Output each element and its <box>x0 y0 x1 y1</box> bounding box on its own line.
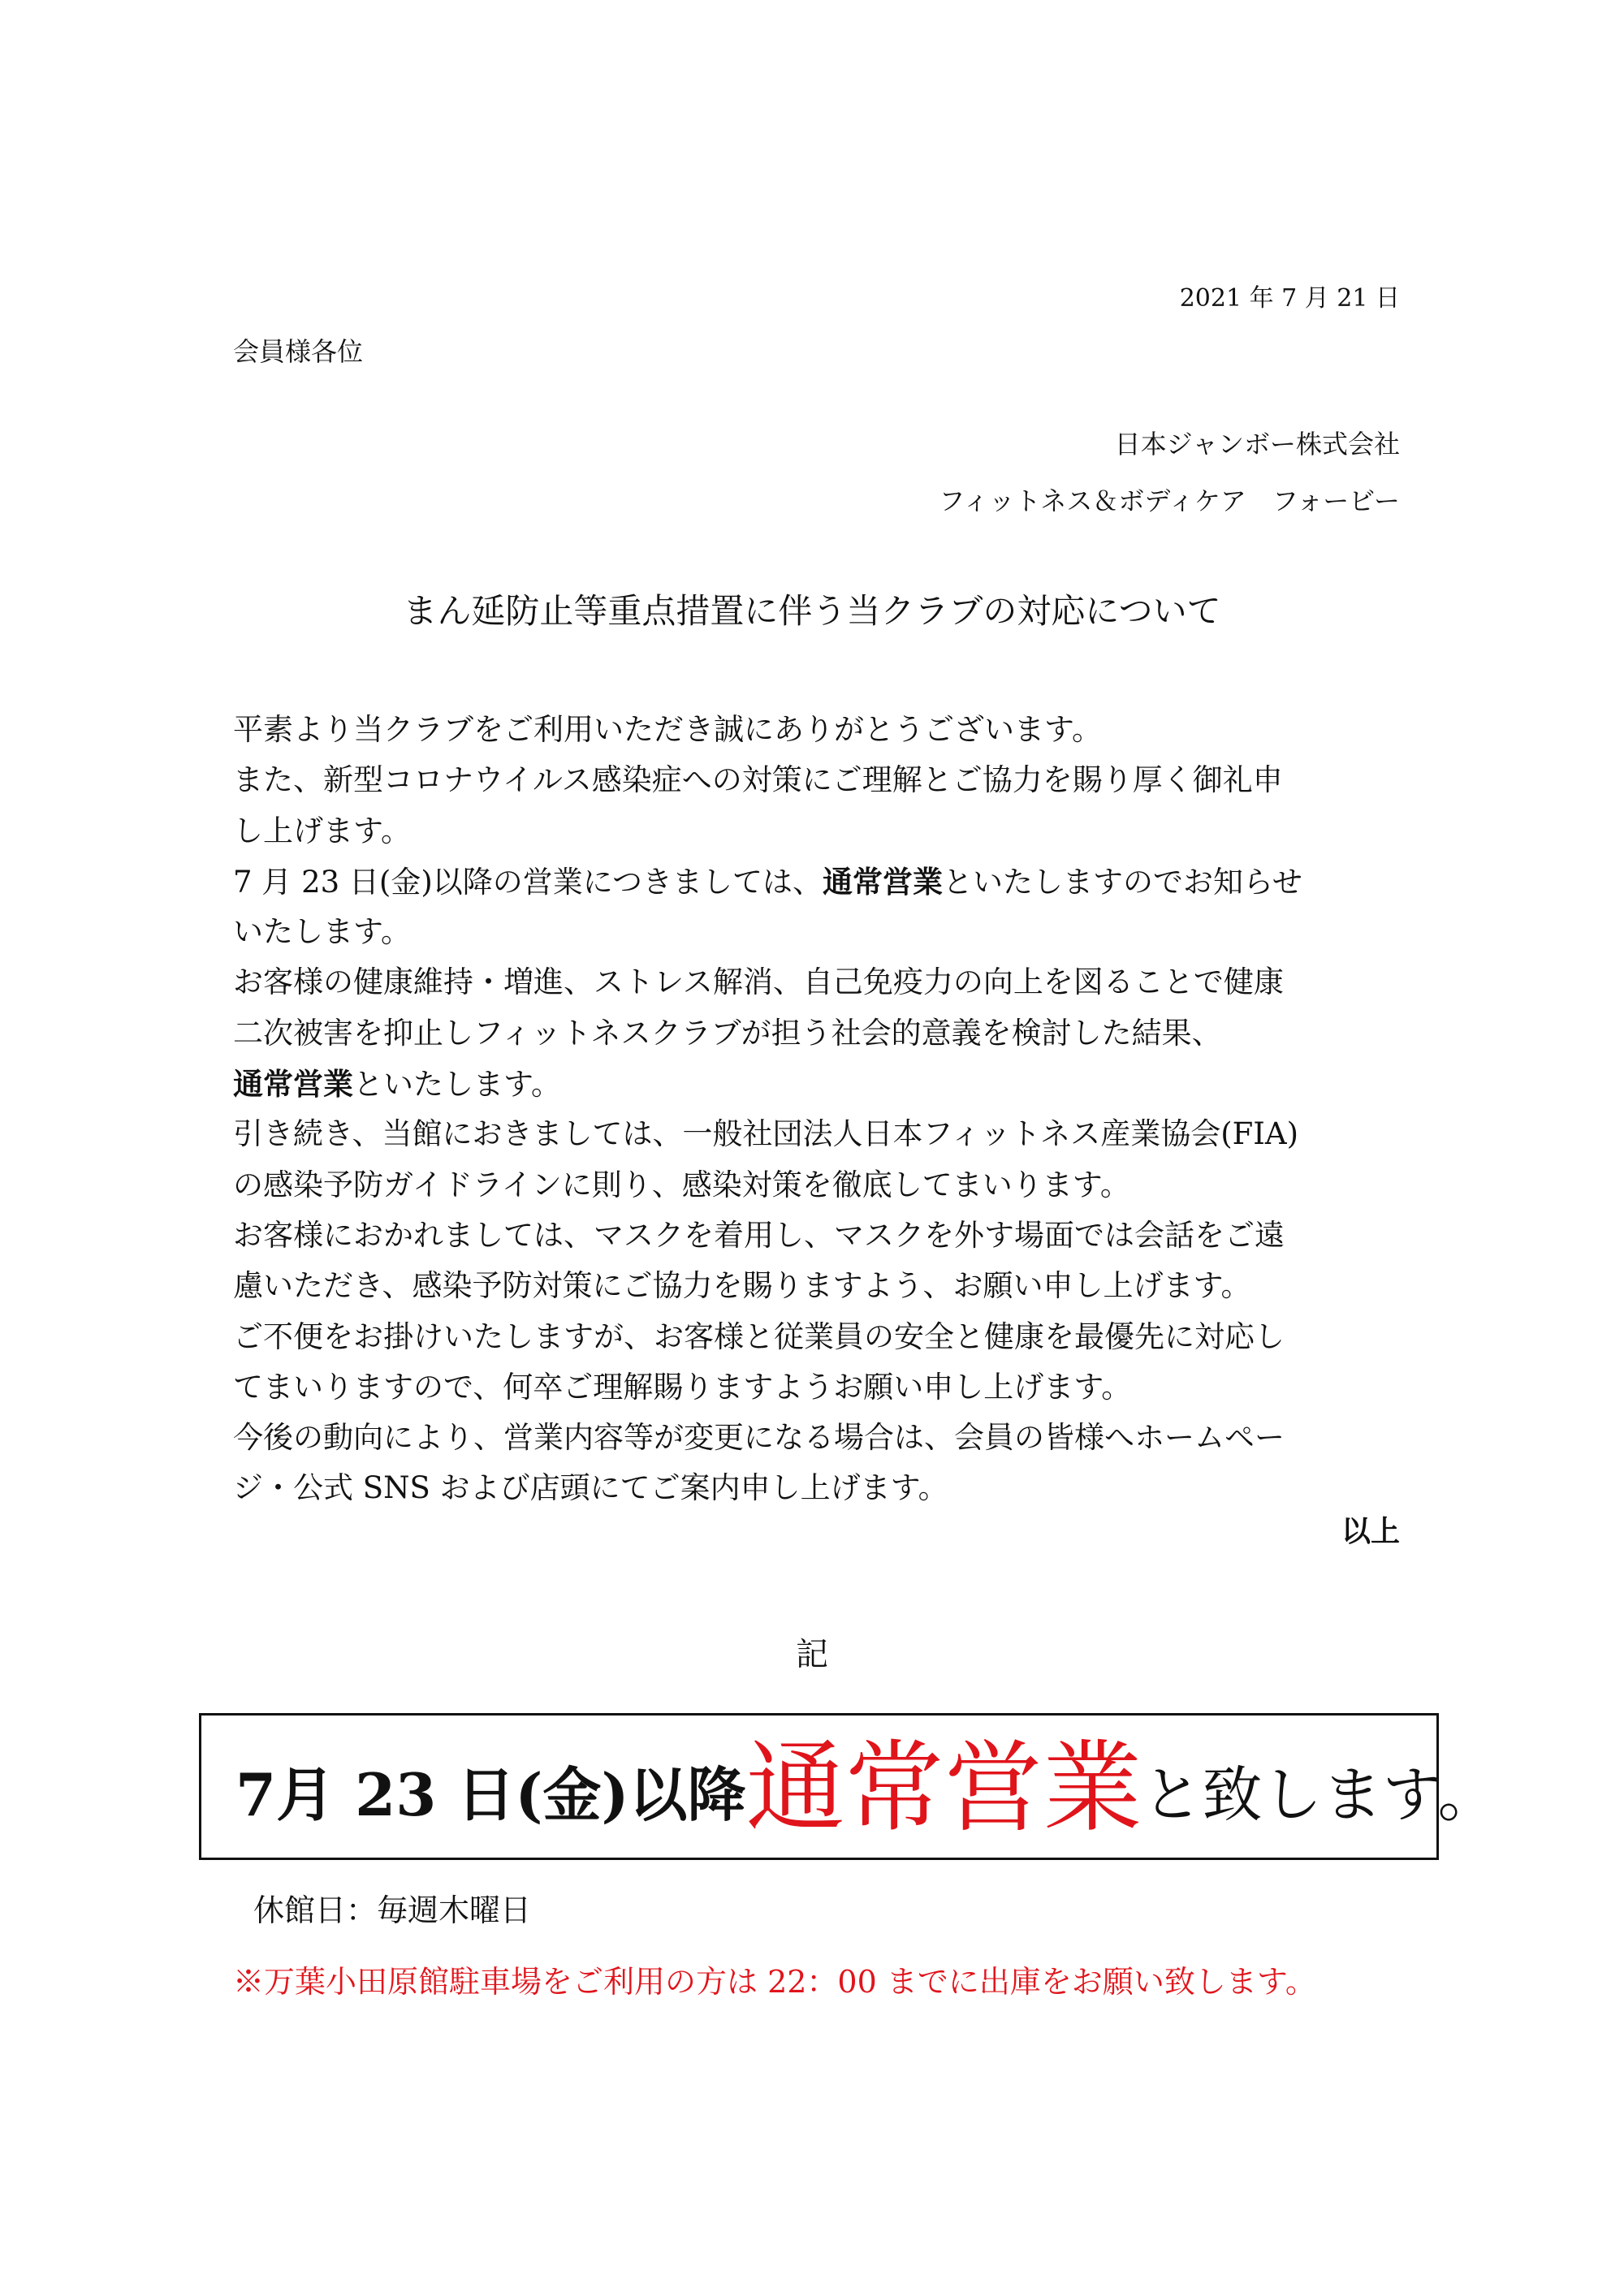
emphasis-normal-operation: 通常営業 <box>233 1066 353 1103</box>
addressee: 会員様各位 <box>233 336 364 367</box>
document-title: まん延防止等重点措置に伴う当クラブの対応について <box>403 591 1221 631</box>
body-line: ご不便をお掛けいたしますが、お客様と従業員の安全と健康を最優先に対応し <box>233 1318 1285 1354</box>
announcement-suffix: と致します。 <box>1142 1760 1498 1830</box>
parking-notice: ※万葉小田原館駐車場をご利用の方は 22：00 までに出庫をお願い致します。 <box>233 1964 1316 2000</box>
division-name: フィットネス＆ボディケア フォービー <box>939 486 1400 516</box>
body-line: 慮いただき、感染予防対策にご協力を賜りますよう、お願い申し上げます。 <box>233 1268 1251 1304</box>
announcement-highlight: 通常営業 <box>745 1730 1142 1845</box>
body-line: の感染予防ガイドラインに則り、感染対策を徹底してまいります。 <box>233 1167 1130 1202</box>
body-line: てまいりますので、何卒ご理解賜りますようお願い申し上げます。 <box>233 1369 1132 1405</box>
document-date: 2021 年 7 月 21 日 <box>1179 284 1400 313</box>
body-line: ジ・公式 SNS および店頭にてご案内申し上げます。 <box>233 1470 948 1506</box>
body-line: 引き続き、当館におきましては、一般社団法人日本フィットネス産業協会(FIA) <box>233 1116 1299 1152</box>
body-text-segment: 7 月 23 日(金)以降の営業につきましては、 <box>233 864 823 900</box>
closing-mark: 以上 <box>1341 1514 1400 1548</box>
body-line: お客様におかれましては、マスクを着用し、マスクを外す場面では会話をご遠 <box>233 1217 1285 1253</box>
closed-day: 休館日：毎週木曜日 <box>253 1892 532 1928</box>
body-line: また、新型コロナウイルス感染症への対策にご理解とご協力を賜り厚く御礼申 <box>233 762 1283 798</box>
note-heading: 記 <box>796 1636 828 1673</box>
announcement-box <box>199 1713 1498 1860</box>
body-line: 今後の動向により、営業内容等が変更になる場合は、会員の皆様へホームペー <box>233 1420 1285 1456</box>
announcement-text <box>235 1730 1498 1845</box>
body-line: 平素より当クラブをご利用いただき誠にありがとうございます。 <box>233 712 1103 747</box>
body-line: し上げます。 <box>233 813 412 848</box>
body-line: 二次被害を抑止しフィットネスクラブが担う社会的意義を検討した結果、 <box>233 1015 1222 1051</box>
emphasis-normal-operation: 通常営業 <box>823 863 944 900</box>
company-name: 日本ジャンボー株式会社 <box>1114 429 1400 460</box>
body-line: お客様の健康維持・増進、ストレス解消、自己免疫力の向上を図ることで健康 <box>233 965 1284 1000</box>
body-text-segment: といたしますのでお知らせ <box>943 864 1302 900</box>
body-line-with-emphasis <box>233 1059 1402 1109</box>
announcement-date: 7月 23 日(金)以降 <box>235 1760 746 1829</box>
body-line-with-emphasis <box>233 857 1402 907</box>
body-text-segment: といたします。 <box>353 1067 562 1103</box>
body-line: いたします。 <box>233 914 412 950</box>
body-text <box>233 705 1402 1514</box>
